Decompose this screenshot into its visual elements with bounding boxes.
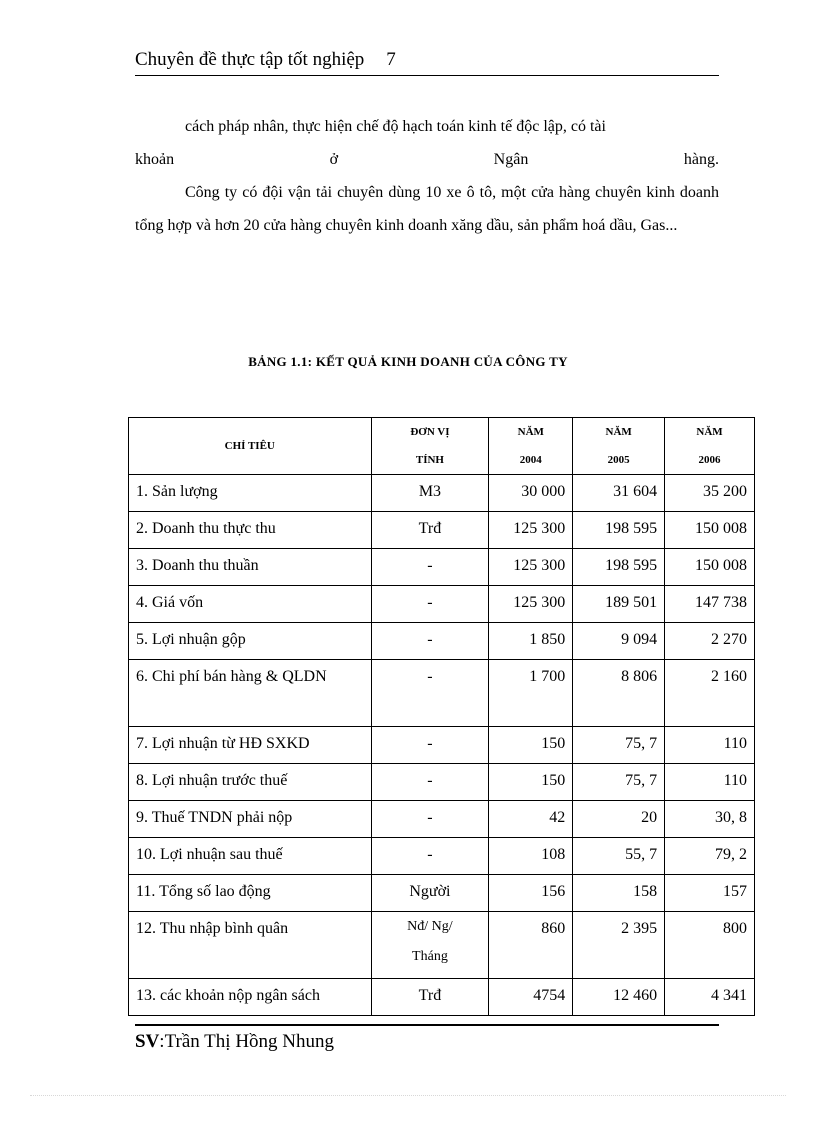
- row-value-2006: 30, 8: [665, 801, 755, 838]
- header-2005: [573, 418, 665, 475]
- row-value-2005: 8 806: [573, 660, 665, 727]
- row-unit: Trđ: [371, 512, 489, 549]
- row-value-2004: 860: [489, 912, 573, 979]
- paragraph-1: [135, 110, 719, 176]
- row-value-2005: 20: [573, 801, 665, 838]
- row-value-2006: 79, 2: [665, 838, 755, 875]
- row-unit: -: [371, 727, 489, 764]
- row-value-2004: 4754: [489, 979, 573, 1016]
- table-row: [129, 512, 755, 549]
- row-name: 6. Chi phí bán hàng & QLDN: [129, 660, 372, 727]
- row-unit-line-1: Nđ/ Ng/: [407, 919, 453, 934]
- row-name: 1. Sản lượng: [129, 475, 372, 512]
- header-2004: [489, 418, 573, 475]
- row-value-2005: 158: [573, 875, 665, 912]
- table-header-row: [129, 418, 755, 475]
- header-criteria: CHỈ TIÊU: [129, 418, 372, 475]
- header-2005-line-1: NĂM: [605, 426, 632, 438]
- row-value-2006: 35 200: [665, 475, 755, 512]
- row-value-2006: 800: [665, 912, 755, 979]
- header-unit-line-1: ĐƠN VỊ: [410, 426, 450, 438]
- table-row: [129, 549, 755, 586]
- row-value-2006: 110: [665, 764, 755, 801]
- paragraph-1-line-1: cách pháp nhân, thực hiện chế độ hạch toán kinh tế độc lập, có tài: [185, 118, 606, 135]
- word: Ngân: [493, 151, 529, 168]
- row-unit-line-2: Tháng: [412, 949, 448, 964]
- table-row: [129, 912, 755, 979]
- paragraph-2: Công ty có đội vận tải chuyên dùng 10 xe ô tô, một cửa hàng chuyên kinh doanh tổng hợp và hơn 20 cửa hàng chuyên kinh doanh xăng dầu, sản phẩm hoá dầu, Gas...: [135, 184, 719, 234]
- row-value-2004: 125 300: [489, 549, 573, 586]
- row-unit: -: [371, 764, 489, 801]
- header-2004-line-2: 2004: [519, 454, 542, 466]
- row-value-2004: 125 300: [489, 586, 573, 623]
- header-unit: [371, 418, 489, 475]
- row-value-2004: 30 000: [489, 475, 573, 512]
- row-unit: -: [371, 660, 489, 727]
- header-unit-line-2: TÍNH: [415, 454, 444, 466]
- page-footer: [135, 1028, 334, 1056]
- table-row: [129, 727, 755, 764]
- row-value-2006: 157: [665, 875, 755, 912]
- row-unit: -: [371, 838, 489, 875]
- table-row: [129, 875, 755, 912]
- row-unit: Trđ: [371, 979, 489, 1016]
- paragraph-1-line-2: [135, 143, 719, 176]
- row-value-2004: 150: [489, 764, 573, 801]
- row-unit: -: [371, 801, 489, 838]
- row-value-2004: 108: [489, 838, 573, 875]
- row-name: 13. các khoản nộp ngân sách: [129, 979, 372, 1016]
- word: hàng.: [683, 151, 719, 168]
- page-header: [135, 47, 719, 76]
- page-bottom-border: [30, 1095, 786, 1096]
- row-unit: -: [371, 549, 489, 586]
- row-name: 8. Lợi nhuận trước thuế: [129, 764, 372, 801]
- header-2006-line-1: NĂM: [696, 426, 723, 438]
- row-value-2006: 147 738: [665, 586, 755, 623]
- row-unit: Người: [371, 875, 489, 912]
- row-value-2004: 156: [489, 875, 573, 912]
- row-name: 3. Doanh thu thuần: [129, 549, 372, 586]
- header-2006: [665, 418, 755, 475]
- header-2004-line-1: NĂM: [517, 426, 544, 438]
- row-name: 2. Doanh thu thực thu: [129, 512, 372, 549]
- row-name: 4. Giá vốn: [129, 586, 372, 623]
- row-value-2005: 31 604: [573, 475, 665, 512]
- row-value-2004: 125 300: [489, 512, 573, 549]
- table-row: [129, 838, 755, 875]
- header-title: Chuyên đề thực tập tốt nghiệp: [135, 49, 365, 70]
- row-value-2006: 2 160: [665, 660, 755, 727]
- row-name: 12. Thu nhập bình quân: [129, 912, 372, 979]
- row-value-2006: 4 341: [665, 979, 755, 1016]
- row-value-2004: 1 850: [489, 623, 573, 660]
- row-unit: -: [371, 586, 489, 623]
- table-row: [129, 475, 755, 512]
- word: ở: [329, 151, 339, 168]
- row-value-2005: 198 595: [573, 549, 665, 586]
- row-value-2006: 150 008: [665, 512, 755, 549]
- business-results-table: [128, 417, 755, 1016]
- word: khoản: [135, 151, 175, 168]
- row-name: 5. Lợi nhuận gộp: [129, 623, 372, 660]
- row-value-2005: 12 460: [573, 979, 665, 1016]
- footer-student-name: :Trần Thị Hồng Nhung: [159, 1031, 335, 1052]
- row-value-2004: 150: [489, 727, 573, 764]
- header-2006-line-2: 2006: [698, 454, 721, 466]
- row-unit: [371, 912, 489, 979]
- row-value-2005: 75, 7: [573, 764, 665, 801]
- footer-prefix: SV: [135, 1031, 160, 1052]
- row-value-2005: 198 595: [573, 512, 665, 549]
- row-value-2004: 1 700: [489, 660, 573, 727]
- table-row: [129, 764, 755, 801]
- row-value-2005: 75, 7: [573, 727, 665, 764]
- header-2005-line-2: 2005: [607, 454, 630, 466]
- row-name: 11. Tổng số lao động: [129, 875, 372, 912]
- row-value-2005: 9 094: [573, 623, 665, 660]
- table-row: [129, 623, 755, 660]
- row-unit: M3: [371, 475, 489, 512]
- table-title: BẢNG 1.1: KẾT QUẢ KINH DOANH CỦA CÔNG TY: [248, 354, 568, 369]
- row-value-2005: 2 395: [573, 912, 665, 979]
- row-name: 10. Lợi nhuận sau thuế: [129, 838, 372, 875]
- footer-divider: [135, 1024, 719, 1026]
- row-name: 7. Lợi nhuận từ HĐ SXKD: [129, 727, 372, 764]
- row-value-2005: 55, 7: [573, 838, 665, 875]
- table-row: [129, 801, 755, 838]
- row-unit: -: [371, 623, 489, 660]
- page-number: 7: [386, 49, 396, 70]
- row-name: 9. Thuế TNDN phải nộp: [129, 801, 372, 838]
- row-value-2006: 2 270: [665, 623, 755, 660]
- row-value-2006: 110: [665, 727, 755, 764]
- table-row: [129, 979, 755, 1016]
- row-value-2005: 189 501: [573, 586, 665, 623]
- table-row: [129, 586, 755, 623]
- table-row: [129, 660, 755, 727]
- row-value-2006: 150 008: [665, 549, 755, 586]
- row-value-2004: 42: [489, 801, 573, 838]
